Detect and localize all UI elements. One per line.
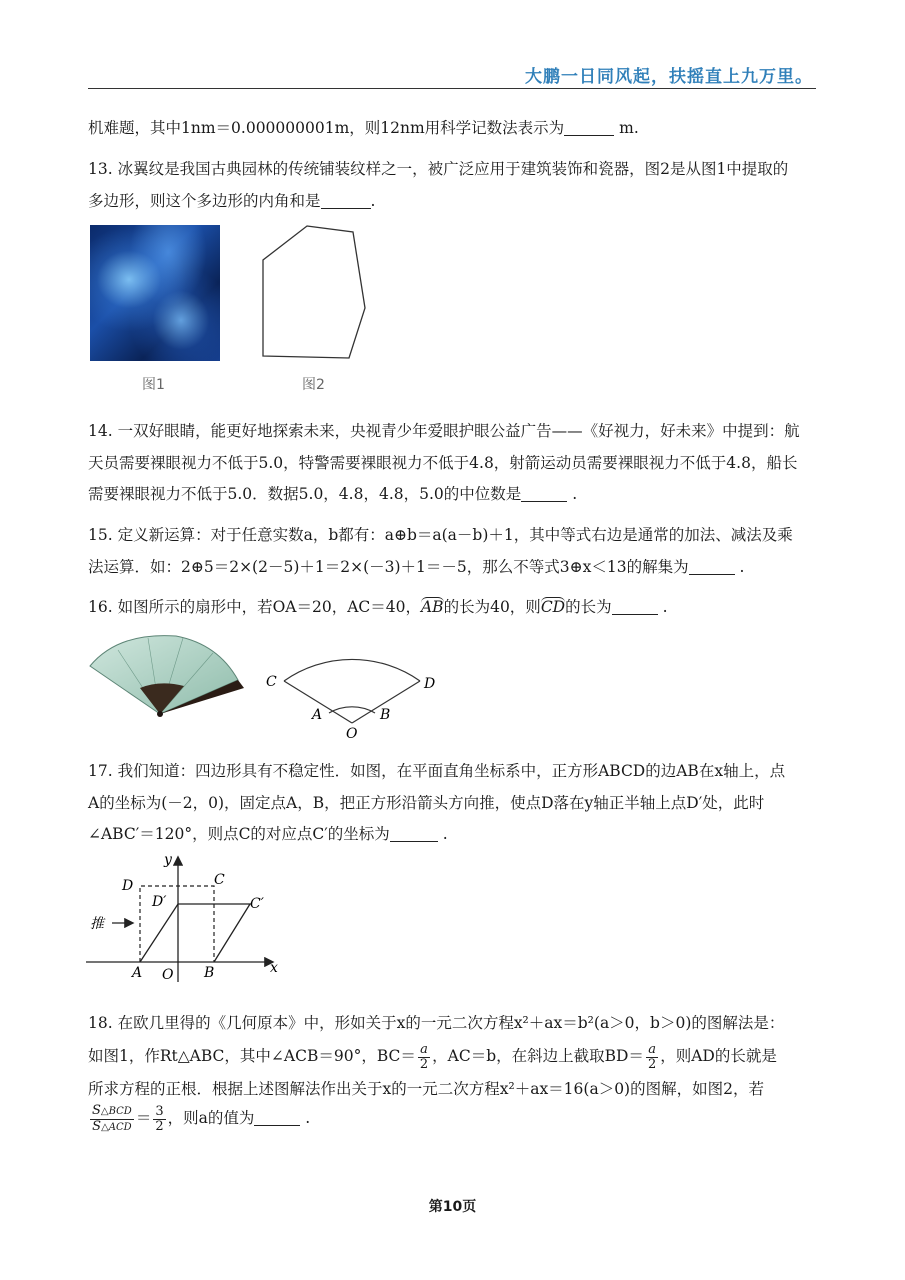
q18-line3: 所求方程的正根．根据上述图解法作出关于x的一元二次方程x²＋ax＝16(a＞0)的图解，如图2，若 xyxy=(88,1080,764,1098)
coordinate-figure xyxy=(82,848,292,990)
pushed-parallelogram xyxy=(140,904,250,962)
polygon-shape xyxy=(263,226,365,358)
label-d: D xyxy=(122,878,134,894)
page-number: 第10页 xyxy=(428,1199,477,1215)
q13-text: 多边形，则这个多边形的内角和是 xyxy=(88,192,321,210)
q16-end: . xyxy=(662,598,668,616)
q17-end: . xyxy=(442,825,448,843)
q13-answer-blank xyxy=(321,192,371,209)
label-a: A xyxy=(132,965,143,981)
fraction-numerator: a xyxy=(418,1043,430,1058)
fraction-a-over-2 xyxy=(418,1043,430,1072)
ratio-value-fraction xyxy=(153,1105,165,1134)
q17-answer-blank xyxy=(390,825,438,842)
q16-answer-blank xyxy=(612,598,658,615)
q12-line xyxy=(88,117,818,139)
fraction-denominator: 2 xyxy=(647,1056,657,1072)
q12-text: 机难题，其中1nm＝0.000000001m，则12nm用科学记数法表示为 xyxy=(88,119,565,137)
q15-end: . xyxy=(739,558,745,576)
header-motto: 大鹏一日同风起，扶摇直上九万里。 xyxy=(525,67,813,87)
label-push: 推 xyxy=(90,916,104,932)
q14-text: 需要裸眼视力不低于5.0．数据5.0，4.8，4.8，5.0的中位数是 xyxy=(88,485,522,503)
q18-answer-blank xyxy=(254,1109,300,1126)
label-b: B xyxy=(380,707,391,723)
q18-line4 xyxy=(88,1102,818,1135)
label-b: B xyxy=(204,965,215,981)
q16-text-a: 16. 如图所示的扇形中，若OA＝20，AC＝40， xyxy=(88,598,421,616)
arc-ab-label: AB xyxy=(420,598,444,616)
label-c: C xyxy=(266,674,277,690)
sector-figure xyxy=(262,630,442,740)
q18-end: . xyxy=(305,1109,311,1127)
label-c-prime: C′ xyxy=(250,896,264,912)
arc-ab xyxy=(329,707,375,713)
label-o: O xyxy=(346,726,358,740)
q18-text-a: 如图1，作Rt△ABC，其中∠ACB＝90°，BC＝ xyxy=(88,1047,416,1065)
q13-line2 xyxy=(88,190,818,212)
label-o: O xyxy=(162,967,174,983)
fraction-numerator: a xyxy=(646,1043,658,1058)
q15-text: 法运算．如：2⊕5＝2×(2－5)＋1＝2×(－3)＋1＝－5，那么不等式3⊕x＜13的解集为 xyxy=(88,558,689,576)
fig1-caption: 图1 xyxy=(142,377,165,393)
ratio-denominator: 2 xyxy=(155,1118,164,1134)
q17-text: ∠ABC′＝120°，则点C的对应点C′的坐标为 xyxy=(88,825,390,843)
q18-text-c: ，则AD的长就是 xyxy=(660,1047,777,1065)
arc-cd xyxy=(284,659,420,681)
label-d-prime: D′ xyxy=(152,894,167,910)
area-ratio-denominator: S△ACD xyxy=(92,1118,132,1134)
equals-sign: ＝ xyxy=(135,1109,152,1127)
q17-line1: 17. 我们知道：四边形具有不稳定性．如图，在平面直角坐标系中，正方形ABCD的边AB在x轴上，点 xyxy=(88,762,786,780)
q16-text-b: 的长为40，则 xyxy=(443,598,541,616)
q12-unit: m. xyxy=(619,119,639,137)
q13-end: . xyxy=(370,192,376,210)
q15-line2 xyxy=(88,556,818,578)
folding-fan-photo xyxy=(88,628,248,723)
q12-answer-blank xyxy=(564,119,614,136)
label-c: C xyxy=(214,872,225,888)
q15-answer-blank xyxy=(689,558,735,575)
q16-text-c: 的长为 xyxy=(565,598,612,616)
label-a: A xyxy=(312,707,323,723)
area-ratio-fraction xyxy=(90,1104,134,1135)
arc-cd-label: CD xyxy=(540,598,566,616)
fraction-a-over-2-second xyxy=(646,1043,658,1072)
q18-line2 xyxy=(88,1040,818,1072)
q14-line2: 天员需要裸眼视力不低于5.0，特警需要裸眼视力不低于4.8，射箭运动员需要裸眼视力不低于4.8，船长 xyxy=(88,454,798,472)
q14-line3 xyxy=(88,483,818,505)
label-y: y xyxy=(164,852,172,868)
label-x: x xyxy=(270,960,278,976)
q14-end: . xyxy=(572,485,578,503)
q15-line1: 15. 定义新运算：对于任意实数a，b都有：a⊕b＝a(a－b)＋1，其中等式右边是通常的加法、减法及乘 xyxy=(88,526,793,544)
q16-line1 xyxy=(88,596,818,618)
q18-text-d: ，则a的值为 xyxy=(167,1109,255,1127)
q18-text-b: ，AC＝b，在斜边上截取BD＝ xyxy=(432,1047,644,1065)
q14-line1: 14. 一双好眼睛，能更好地探索未来，央视青少年爱眼护眼公益广告——《好视力，好未来》中提到：航 xyxy=(88,422,800,440)
q17-line2: A的坐标为(－2，0)，固定点A，B，把正方形沿箭头方向推，使点D落在y轴正半轴上点D′处，此时 xyxy=(88,794,765,812)
q14-answer-blank xyxy=(521,485,567,502)
fraction-denominator: 2 xyxy=(419,1056,429,1072)
header-rule xyxy=(88,88,816,89)
ratio-numerator: 3 xyxy=(155,1103,164,1119)
ice-pattern-photo xyxy=(90,225,220,361)
q18-line1: 18. 在欧几里得的《几何原本》中，形如关于x的一元二次方程x²＋ax＝b²(a＞0，b＞0)的图解法是： xyxy=(88,1014,785,1032)
area-ratio-numerator: S△BCD xyxy=(92,1102,132,1118)
fig2-caption: 图2 xyxy=(302,377,325,393)
polygon-figure xyxy=(255,220,375,365)
q17-line3 xyxy=(88,823,818,845)
label-d: D xyxy=(424,676,436,692)
q13-line1: 13. 冰翼纹是我国古典园林的传统铺装纹样之一，被广泛应用于建筑装饰和瓷器，图2是从图1中提取的 xyxy=(88,160,789,178)
